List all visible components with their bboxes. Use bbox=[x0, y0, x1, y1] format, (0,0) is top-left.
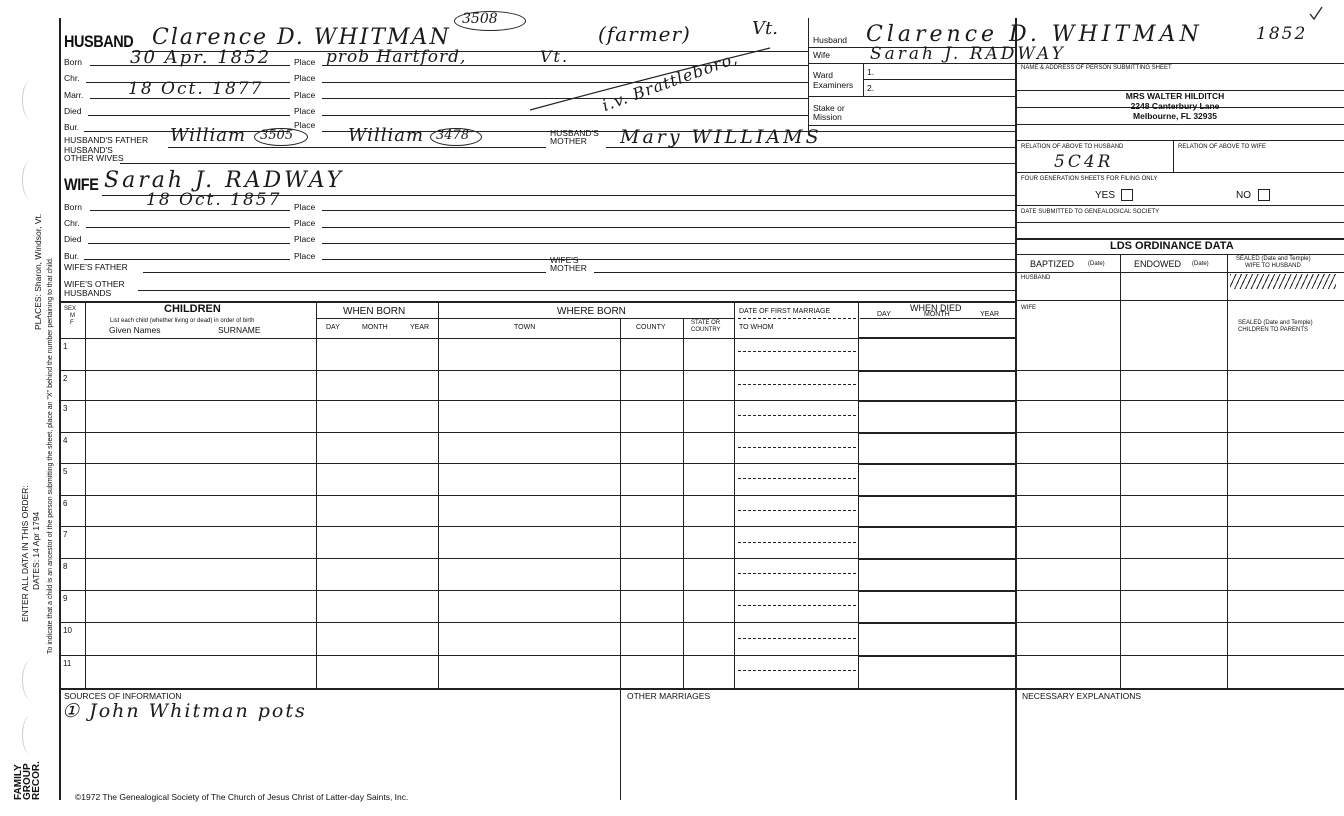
table-row[interactable]: 7 bbox=[63, 530, 68, 539]
children-instruction: List each child (whether living or dead) in order of birth bbox=[110, 318, 255, 324]
died-year-label: YEAR bbox=[980, 311, 1000, 318]
husband-chr-label: Chr. bbox=[64, 73, 80, 83]
to-whom-label: TO WHOM bbox=[739, 324, 774, 331]
header-wife-name[interactable]: Sarah J. RADWAY bbox=[870, 44, 1066, 64]
sources-label: SOURCES OF INFORMATION bbox=[64, 691, 182, 701]
marriage-place-arrow bbox=[520, 40, 780, 120]
wife-father-label: WIFE'S FATHER bbox=[64, 262, 128, 272]
sources-value[interactable]: ① John Whitman pots bbox=[62, 700, 307, 722]
relation-wife-label: RELATION OF ABOVE TO WIFE bbox=[1178, 144, 1267, 150]
husband-heading: HUSBAND bbox=[64, 32, 134, 51]
husband-occupation: (farmer) bbox=[598, 22, 691, 46]
wife-bur-place-label: Place bbox=[294, 251, 316, 261]
country-label: COUNTRY bbox=[691, 327, 721, 333]
wife-born-place-label: Place bbox=[294, 202, 316, 212]
born-year-label: YEAR bbox=[410, 324, 430, 331]
husband-mother-label-1: HUSBAND'S bbox=[550, 128, 599, 138]
header-wife-label: Wife bbox=[813, 50, 830, 60]
sealed-wife-label-1: SEALED (Date and Temple) bbox=[1236, 256, 1311, 262]
wife-mother-label-2: MOTHER bbox=[550, 263, 587, 273]
husband-father-number-2: 3478 bbox=[436, 128, 470, 143]
submitter-name: MRS WALTER HILDITCH bbox=[1125, 91, 1225, 101]
table-row[interactable]: 4 bbox=[63, 436, 68, 445]
died-day-label: DAY bbox=[877, 311, 891, 318]
husband-marr-label: Marr. bbox=[64, 90, 84, 100]
mission-label: Mission bbox=[813, 112, 842, 122]
husband-born-place-value[interactable]: prob Hartford, bbox=[326, 47, 467, 67]
husband-chr-place-label: Place bbox=[294, 73, 316, 83]
surname-label: SURNAME bbox=[218, 325, 261, 335]
died-month-label: MONTH bbox=[924, 311, 950, 318]
table-row[interactable]: 2 bbox=[63, 374, 68, 383]
relation-husband-value[interactable]: 5C4R bbox=[1054, 152, 1114, 172]
table-row[interactable]: 10 bbox=[63, 626, 72, 635]
table-row[interactable]: 3 bbox=[63, 404, 68, 413]
stake-label: Stake or bbox=[813, 103, 845, 113]
children-label: CHILDREN bbox=[164, 303, 221, 315]
endowed-label: ENDOWED bbox=[1134, 259, 1181, 269]
places-example-label: PLACES: Sharon, Windsor, Vt. bbox=[33, 213, 43, 330]
baptized-date-label: (Date) bbox=[1088, 261, 1105, 267]
punch-hole bbox=[22, 160, 40, 200]
wife-chr-label: Chr. bbox=[64, 218, 80, 228]
wife-born-value[interactable]: 18 Oct. 1857 bbox=[146, 190, 282, 210]
husband-name-value[interactable]: Clarence D. WHITMAN bbox=[152, 25, 451, 50]
ordinance-husband-row: HUSBAND bbox=[1021, 275, 1051, 281]
husband-marr-place-value[interactable]: i.v. Brattleboro, bbox=[599, 48, 741, 115]
wife-died-place-label: Place bbox=[294, 234, 316, 244]
submitter-label: NAME & ADDRESS OF PERSON SUBMITTING SHEET bbox=[1021, 65, 1172, 71]
wife-born-label: Born bbox=[64, 202, 82, 212]
ordinance-wife-row: WIFE bbox=[1021, 305, 1036, 311]
examiners-label: Examiners bbox=[813, 80, 854, 90]
ordinance-title: LDS ORDINANCE DATA bbox=[1110, 240, 1234, 252]
copyright: ©1972 The Genealogical Society of The Church of Jesus Christ of Latter-day Saints, Inc. bbox=[75, 792, 409, 802]
wife-name-value[interactable]: Sarah J. RADWAY bbox=[104, 168, 345, 193]
born-day-label: DAY bbox=[326, 324, 340, 331]
sex-label: SEX bbox=[64, 306, 77, 312]
husband-father-value-2: William bbox=[348, 125, 425, 146]
husband-mother-value[interactable]: Mary WILLIAMS bbox=[620, 126, 822, 148]
husband-marr-place-label: Place bbox=[294, 90, 316, 100]
sealed-children-label-2: CHILDREN TO PARENTS bbox=[1238, 327, 1309, 333]
necessary-explanations-label: NECESSARY EXPLANATIONS bbox=[1022, 691, 1142, 701]
other-marriages-label: OTHER MARRIAGES bbox=[627, 691, 711, 701]
husband-father-label: HUSBAND'S FATHER bbox=[64, 135, 149, 145]
sex-f-label: F bbox=[70, 320, 74, 326]
sealed-hatch bbox=[1230, 274, 1336, 289]
state-or-label: STATE OR bbox=[691, 320, 721, 326]
sealed-wife-label-2: WIFE TO HUSBAND bbox=[1245, 263, 1301, 269]
wife-chr-place-label: Place bbox=[294, 218, 316, 228]
no-label: NO bbox=[1236, 190, 1251, 201]
husband-bur-label: Bur. bbox=[64, 122, 80, 132]
husband-father-value[interactable]: William bbox=[170, 125, 247, 146]
relation-husband-label: RELATION OF ABOVE TO HUSBAND bbox=[1021, 144, 1124, 150]
husband-born-place-state: Vt. bbox=[540, 47, 570, 66]
header-husband-label: Husband bbox=[813, 35, 848, 45]
punch-hole bbox=[22, 660, 40, 700]
husband-born-value[interactable]: 30 Apr. 1852 bbox=[130, 47, 272, 68]
county-label: COUNTY bbox=[636, 324, 666, 331]
wife-bur-label: Bur. bbox=[64, 251, 80, 261]
husband-state: Vt. bbox=[752, 18, 778, 39]
wife-mother-label-1: WIFE'S bbox=[550, 255, 579, 265]
husband-father-number: 3505 bbox=[260, 128, 294, 143]
submitter-street: 2248 Canterbury Lane bbox=[1130, 101, 1220, 111]
wife-died-label: Died bbox=[64, 234, 82, 244]
four-gen-label: FOUR GENERATION SHEETS FOR FILING ONLY bbox=[1021, 176, 1158, 182]
checkmark-icon bbox=[1308, 6, 1324, 22]
table-row[interactable]: 5 bbox=[63, 467, 68, 476]
header-husband-year: 1852 bbox=[1256, 24, 1308, 44]
wife-other-husbands-label-2: HUSBANDS bbox=[64, 288, 112, 298]
punch-hole bbox=[22, 80, 40, 120]
table-row[interactable]: 6 bbox=[63, 499, 68, 508]
wife-other-husbands-label-1: WIFE'S OTHER bbox=[64, 279, 125, 289]
child-ancestor-instruction: To indicate that a child is an ancestor of the person submitting the sheet, place an "X" behind the number pertaining to that child. bbox=[47, 257, 54, 654]
husband-marr-value[interactable]: 18 Oct. 1877 bbox=[128, 79, 264, 99]
table-row[interactable]: 11 bbox=[63, 659, 72, 668]
sex-m-label: M bbox=[70, 313, 75, 319]
husband-died-label: Died bbox=[64, 106, 82, 116]
husband-other-wives-label-1: HUSBAND'S bbox=[64, 145, 113, 155]
date-submitted-label: DATE SUBMITTED TO GENEALOGICAL SOCIETY bbox=[1021, 209, 1160, 215]
yes-checkbox[interactable] bbox=[1121, 189, 1133, 201]
table-row[interactable]: 9 bbox=[63, 594, 68, 603]
submitter-city: Melbourne, FL 32935 bbox=[1133, 111, 1217, 121]
husband-other-wives-label-2: OTHER WIVES bbox=[64, 153, 124, 163]
where-born-label: WHERE BORN bbox=[557, 306, 626, 317]
husband-died-place-label: Place bbox=[294, 106, 316, 116]
wife-heading: WIFE bbox=[64, 175, 99, 194]
baptized-label: BAPTIZED bbox=[1030, 259, 1075, 269]
examiner-1: 1. bbox=[867, 67, 875, 77]
yes-label: YES bbox=[1095, 190, 1116, 201]
family-group-record-title: FAMILY GROUP RECOR. bbox=[13, 761, 42, 800]
husband-born-place-label: Place bbox=[294, 57, 316, 67]
table-row[interactable]: 8 bbox=[63, 562, 68, 571]
town-label: TOWN bbox=[514, 324, 536, 331]
husband-bur-place-label: Place bbox=[294, 120, 316, 130]
given-names-label: Given Names bbox=[109, 325, 161, 335]
when-died-label: WHEN DIED bbox=[910, 303, 962, 313]
endowed-date-label: (Date) bbox=[1192, 261, 1209, 267]
header-husband-name[interactable]: Clarence D. WHITMAN bbox=[866, 22, 1203, 47]
enter-all-data-label: ENTER ALL DATA IN THIS ORDER: bbox=[20, 485, 30, 622]
when-born-label: WHEN BORN bbox=[343, 306, 406, 317]
husband-born-label: Born bbox=[64, 57, 82, 67]
table-row[interactable]: 1 bbox=[63, 342, 68, 351]
no-checkbox[interactable] bbox=[1258, 189, 1270, 201]
examiner-2: 2. bbox=[867, 83, 875, 93]
first-marriage-label: DATE OF FIRST MARRIAGE bbox=[739, 308, 831, 315]
sealed-children-label-1: SEALED (Date and Temple) bbox=[1238, 320, 1313, 326]
born-month-label: MONTH bbox=[362, 324, 388, 331]
husband-number: 3508 bbox=[462, 11, 498, 27]
dates-example-label: DATES: 14 Apr 1794 bbox=[31, 511, 41, 590]
ward-label: Ward bbox=[813, 70, 833, 80]
husband-mother-label-2: MOTHER bbox=[550, 136, 587, 146]
